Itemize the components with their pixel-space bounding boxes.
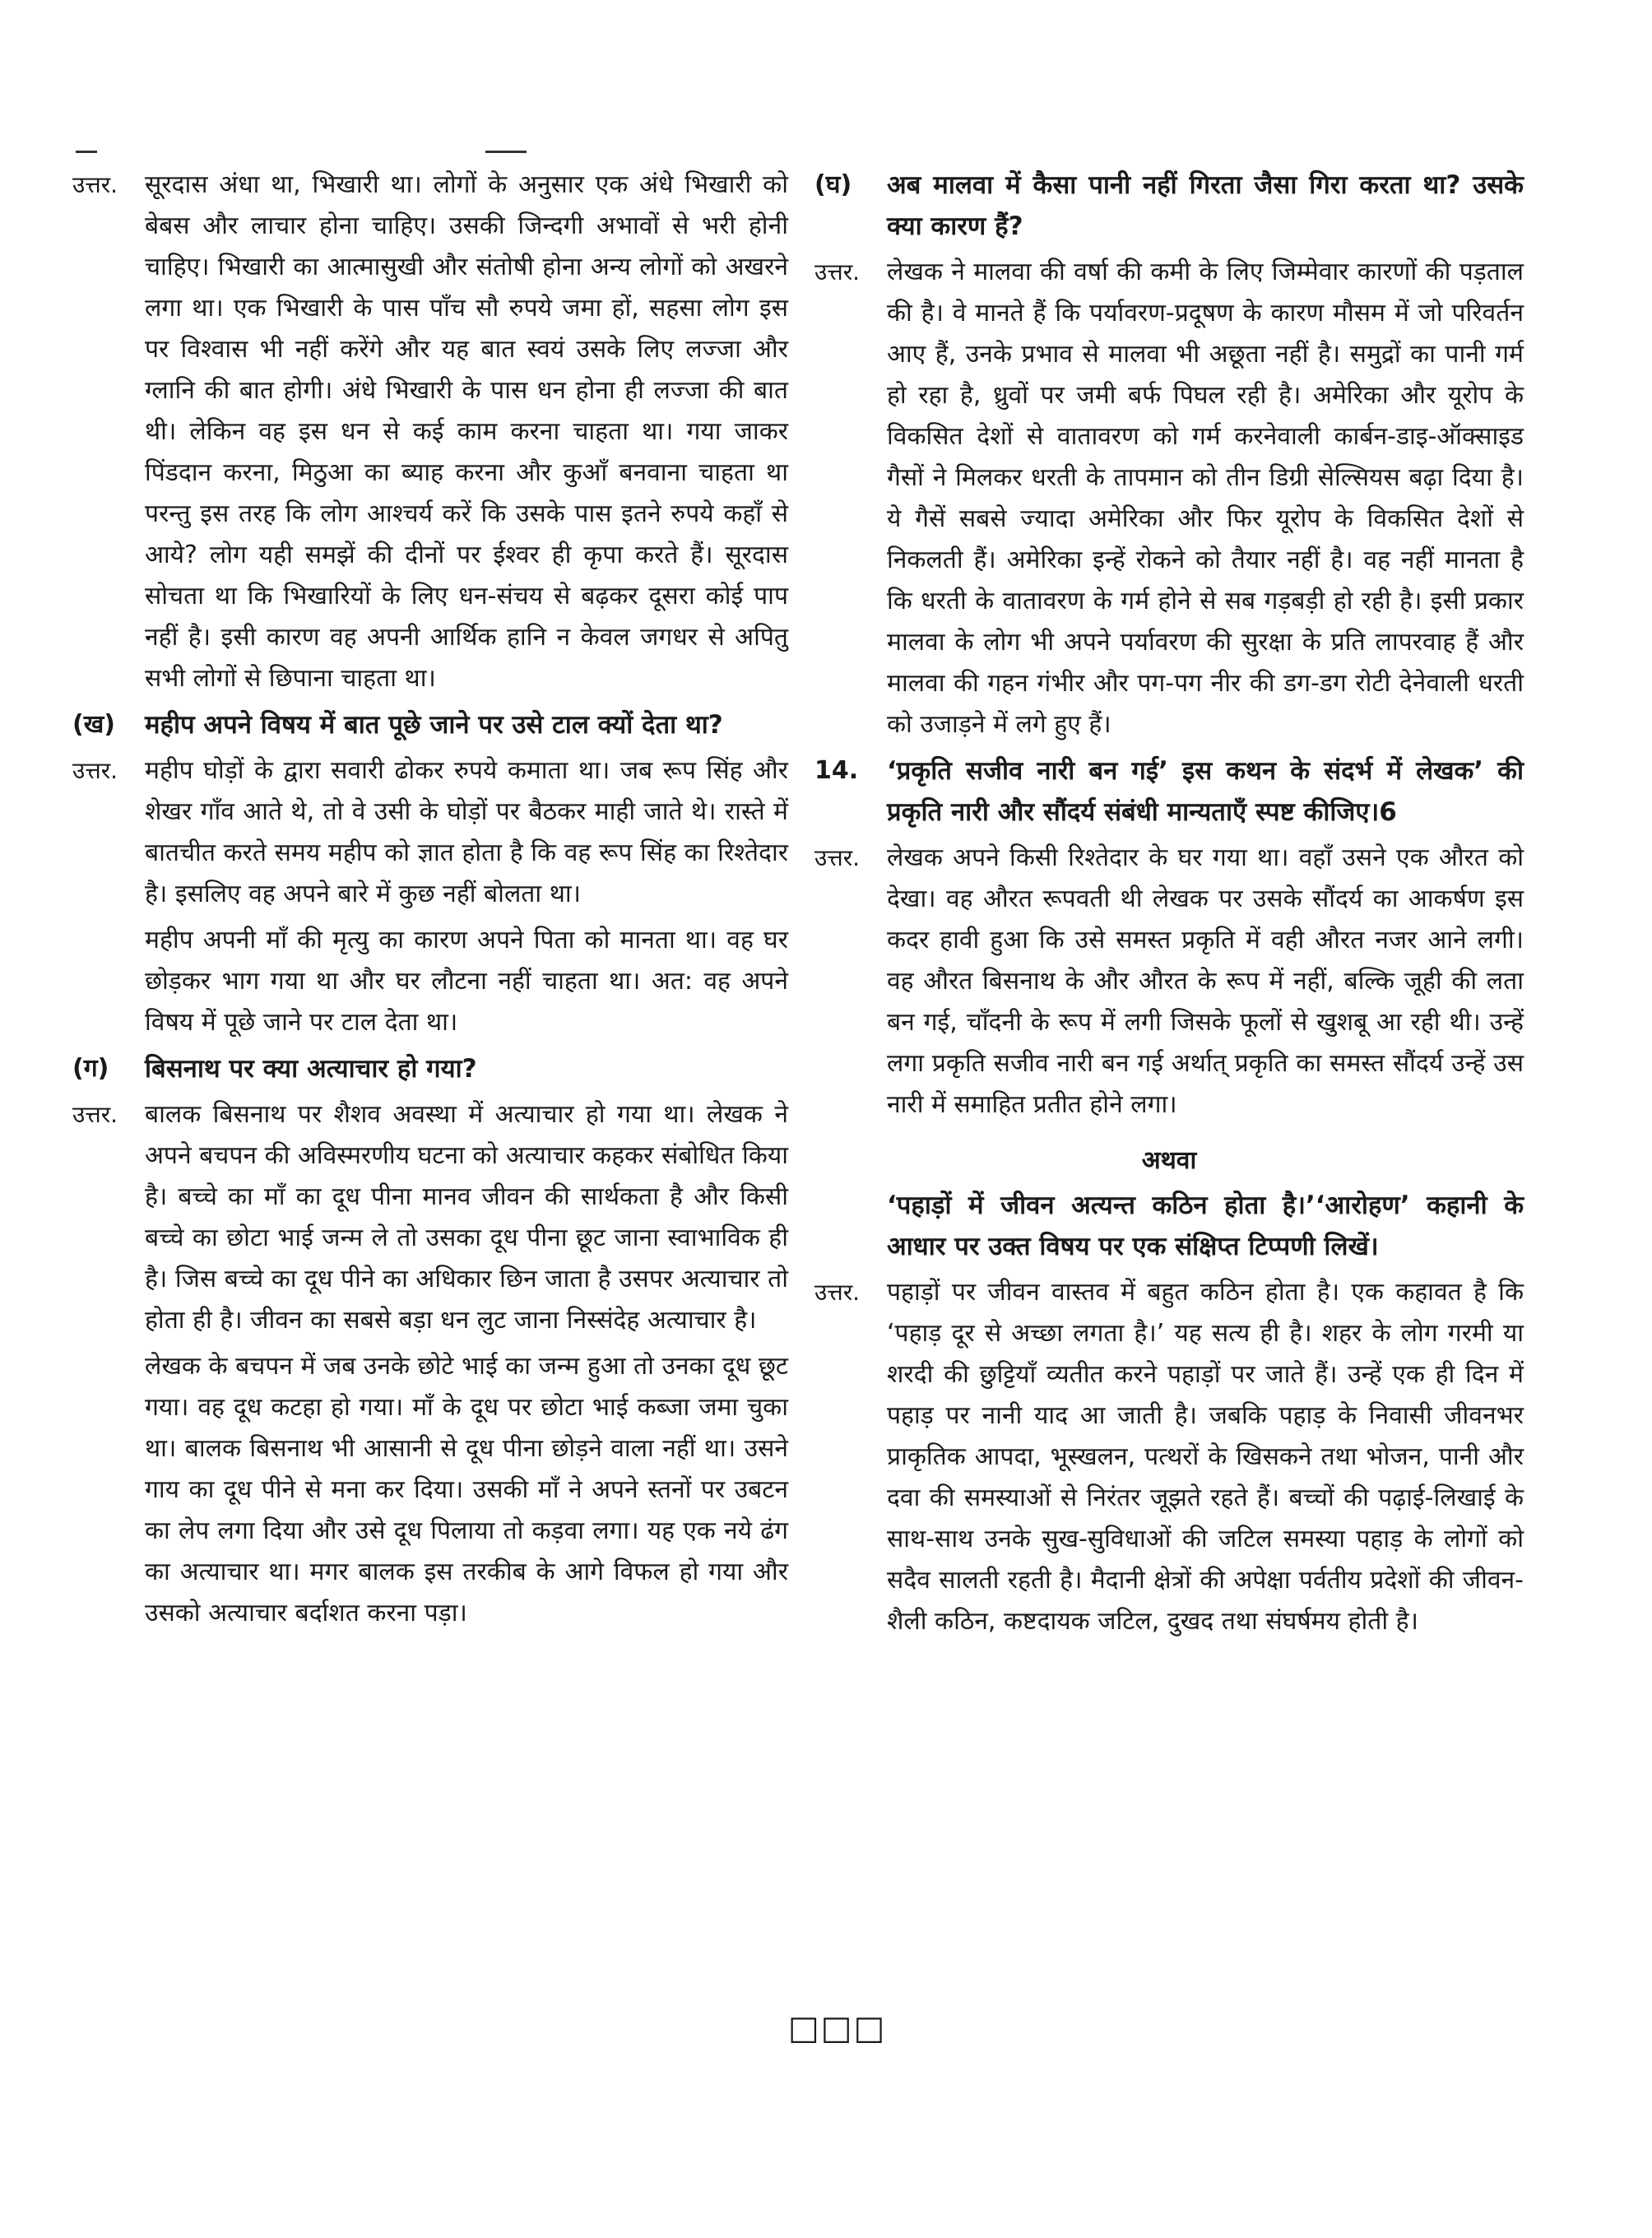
answer-text-continued: लेखक के बचपन में जब उनके छोटे भाई का जन्म हुआ तो उनका दूध छूट गया। वह दूध कटहा हो गया। माँ के दूध पर छोटा भाई कब्जा जमा चुका था। बालक बिसनाथ भी आसानी से दूध पीना छोड़ने वाला नहीं था। उसने गाय का दूध पीने से मना कर दिया। उसकी माँ ने अपने स्तनों पर उबटन का लेप लगा दिया और उसे दूध पिलाया तो कड़वा लगा। यह एक नये ढंग का अत्याचार था। मगर बालक इस तरकीब के आगे विफल हो गया और उसको अत्याचार बर्दाशत करना पड़ा।	[145, 1352, 788, 1627]
top-rule-mark	[76, 151, 97, 153]
answer-label: उत्तर.	[72, 171, 118, 198]
answer-text: पहाड़ों पर जीवन वास्तव में बहुत कठिन होता है। एक कहावत है कि ‘पहाड़ दूर से अच्छा लगता है।’ यह सत्य ही है। शहर के लोग गरमी या शरदी की छुट्टियाँ व्यतीत करने पहाड़ों पर जाते हैं। उन्हें एक ही दिन में पहाड़ पर नानी याद आ जाती है। जबकि पहाड़ के निवासी जीवनभर प्राकृतिक आपदा, भूस्खलन, पत्थरों के खिसकने तथा भोजन, पानी और दवा की समस्याओं से निरंतर जूझते रहते हैं। बच्चों की पढ़ाई-लिखाई के साथ-साथ उनके सुख-सुविधाओं की जटिल समस्या पहाड़ के लोगों को सदैव सालती रहती है। मैदानी क्षेत्रों की अपेक्षा पर्वतीय प्रदेशों की जीवन-शैली कठिन, कष्टदायक जटिल, दुखद तथा संघर्षमय होती है।	[887, 1278, 1524, 1636]
answer-block	[814, 1272, 1524, 1642]
answer-block	[814, 252, 1524, 745]
question-text: महीप अपने विषय में बात पूछे जाने पर उसे टाल क्यों देता था?	[145, 710, 723, 740]
end-of-section-mark: □□□	[788, 2009, 887, 2047]
answer-label: उत्तर.	[814, 844, 861, 871]
answer-text: महीप घोड़ों के द्वारा सवारी ढोकर रुपये कमाता था। जब रूप सिंह और शेखर गाँव आते थे, तो वे उसी के घोड़ों पर बैठकर माही जाते थे। रास्ते में बातचीत करते समय महीप को ज्ञात होता है कि वह रूप सिंह का रिश्तेदार है। इसलिए वह अपने बारे में कुछ नहीं बोलता था।	[145, 756, 788, 908]
alternate-question: ‘पहाड़ों में जीवन अत्यन्त कठिन होता है।’‘आरोहण’ कहानी के आधार पर उक्त विषय पर एक संक्षिप्त टिप्पणी लिखें।	[887, 1191, 1524, 1261]
answer-text: लेखक अपने किसी रिश्तेदार के घर गया था। वहाँ उसने एक औरत को देखा। वह औरत रूपवती थी लेखक पर उसके सौंदर्य का आकर्षण इस कदर हावी हुआ कि उसे समस्त प्रकृति में वही औरत नजर आने लगी। वह औरत बिसनाथ के और औरत के रूप में नहीं, बल्कि जूही की लता बन गई, चाँदनी के रूप में लगी जिसके फूलों से खुशबू आ रही थी। उन्हें लगा प्रकृति सजीव नारी बन गई अर्थात् प्रकृति का समस्त सौंदर्य उन्हें उस नारी में समाहित प्रतीत होने लगा।	[887, 843, 1524, 1119]
question-block	[72, 1048, 788, 1089]
question-label: (ख)	[72, 710, 115, 739]
question-block	[72, 704, 788, 745]
answer-block	[72, 1094, 788, 1341]
right-column	[814, 165, 1524, 1647]
top-rule-mark	[485, 151, 527, 153]
question-block	[814, 165, 1524, 247]
answer-label: उत्तर.	[814, 1279, 861, 1306]
answer-text: लेखक ने मालवा की वर्षा की कमी के लिए जिम्मेवार कारणों की पड़ताल की है। वे मानते हैं कि पर्यावरण-प्रदूषण के कारण मौसम में जो परिवर्तन आए हैं, उनके प्रभाव से मालवा भी अछूता नहीं है। समुद्रों का पानी गर्म हो रहा है, ध्रुवों पर जमी बर्फ पिघल रही है। अमेरिका और यूरोप के विकसित देशों से वातावरण को गर्म करनेवाली कार्बन-डाइ-ऑक्साइड गैसों ने मिलकर धरती के तापमान को तीन डिग्री सेल्सियस बढ़ा दिया है। ये गैसें सबसे ज्यादा अमेरिका और फिर यूरोप के विकसित देशों से निकलती हैं। अमेरिका इन्हें रोकने को तैयार नहीं है। वह नहीं मानता है कि धरती के वातावरण के गर्म होने से सब गड़बड़ी हो रही है। इसी प्रकार मालवा के लोग भी अपने पर्यावरण की सुरक्षा के प्रति लापरवाह हैं और मालवा की गहन गंभीर और पग-पग नीर की डग-डग रोटी देनेवाली धरती को उजाड़ने में लगे हुए हैं।	[887, 258, 1524, 739]
answer-label: उत्तर.	[72, 757, 118, 784]
question-block	[814, 750, 1524, 833]
question-text: बिसनाथ पर क्या अत्याचार हो गया?	[145, 1054, 477, 1084]
answer-block	[814, 838, 1524, 1126]
answer-text: सूरदास अंधा था, भिखारी था। लोगों के अनुसार एक अंधे भिखारी को बेबस और लाचार होना चाहिए। उसकी जिन्दगी अभावों से भरी होनी चाहिए। भिखारी का आत्मासुखी और संतोषी होना अन्य लोगों को अखरने लगा था। एक भिखारी के पास पाँच सौ रुपये जमा हों, सहसा लोग इस पर विश्वास भी नहीं करेंगे और यह बात स्वयं उसके लिए लज्जा और ग्लानि की बात होगी। अंधे भिखारी के पास धन होना ही लज्जा की बात थी। लेकिन वह इस धन से कई काम करना चाहता था। गया जाकर पिंडदान करना, मिठुआ का ब्याह करना और कुआँ बनवाना चाहता था परन्तु इस तरह कि लोग आश्चर्य करें कि उसके पास इतने रुपये कहाँ से आये? लोग यही समझें की दीनों पर ईश्वर ही कृपा करते हैं। सूरदास सोचता था कि भिखारियों के लिए धन-संचय से बढ़कर दूसरा कोई पाप नहीं है। इसी कारण वह अपनी आर्थिक हानि न केवल जगधर से अपितु सभी लोगों से छिपाना चाहता था।	[145, 170, 788, 693]
question-label: (घ)	[814, 170, 852, 199]
answer-label: उत्तर.	[72, 1101, 118, 1128]
question-text: अब मालवा में कैसा पानी नहीं गिरता जैसा गिरा करता था? उसके क्या कारण हैं?	[887, 170, 1524, 241]
question-text: ‘प्रकृति सजीव नारी बन गई’ इस कथन के संदर्भ में लेखक’ की प्रकृति नारी और सौंदर्य संबंधी मान्यताएँ स्पष्ट कीजिए।6	[887, 756, 1524, 827]
or-heading: अथवा	[1141, 1146, 1197, 1175]
question-number: 14.	[814, 756, 859, 785]
answer-text: बालक बिसनाथ पर शैशव अवस्था में अत्याचार हो गया था। लेखक ने अपने बचपन की अविस्मरणीय घटना को अत्याचार कहकर संबोधित किया है। बच्चे का माँ का दूध पीना मानव जीवन की सार्थकता है और किसी बच्चे का छोटा भाई जन्म ले तो उसका दूध पीना छूट जाना स्वाभाविक ही है। जिस बच्चे का दूध पीने का अधिकार छिन जाता है उसपर अत्याचार तो होता ही है। जीवन का सबसे बड़ा धन लुट जाना निस्संदेह अत्याचार है।	[145, 1100, 788, 1335]
answer-block	[72, 750, 788, 915]
answer-block	[72, 165, 788, 699]
question-label: (ग)	[72, 1054, 109, 1083]
answer-label: उत्तर.	[814, 258, 861, 286]
answer-text-continued: महीप अपनी माँ की मृत्यु का कारण अपने पिता को मानता था। वह घर छोड़कर भाग गया था और घर लौटना नहीं चाहता था। अत: वह अपने विषय में पूछे जाने पर टाल देता था।	[145, 926, 788, 1037]
left-column	[72, 165, 788, 1639]
